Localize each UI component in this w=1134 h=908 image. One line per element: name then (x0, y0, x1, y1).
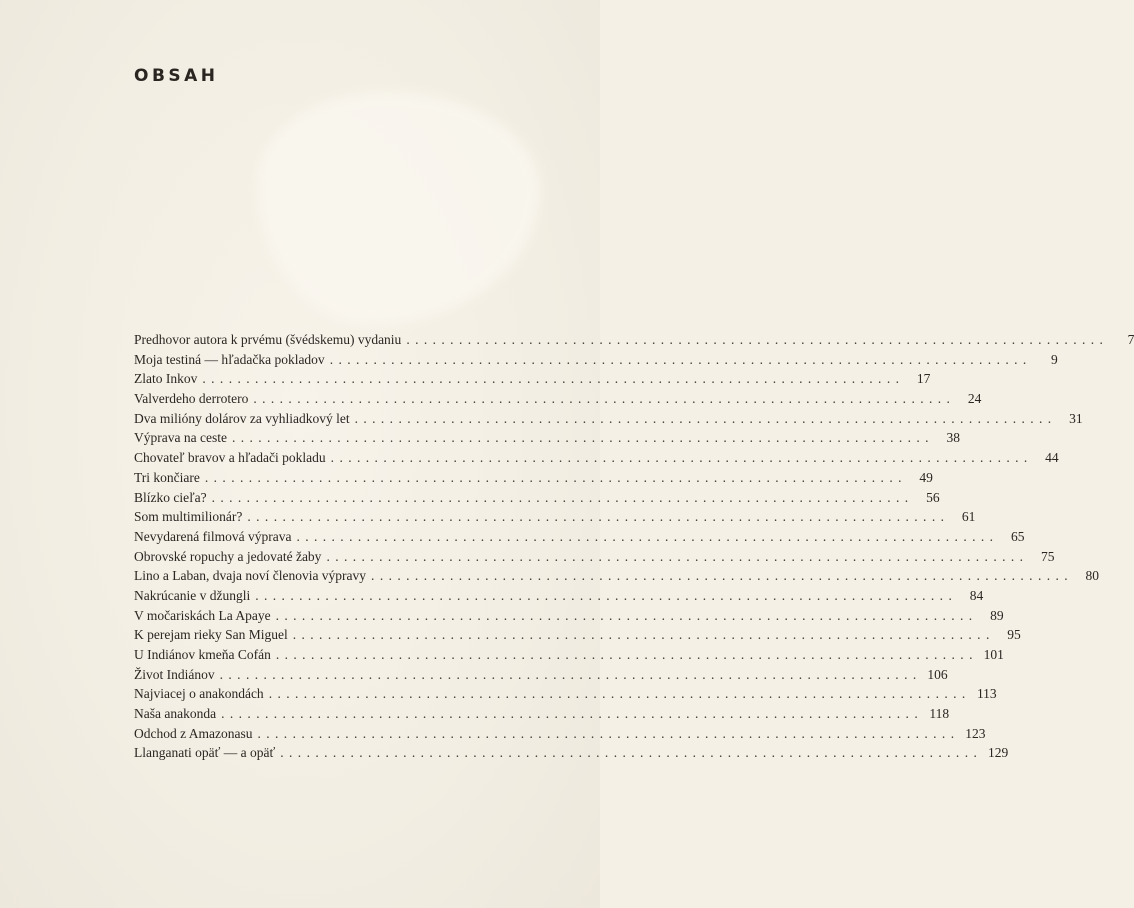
toc-leader-dots: ................................................................................ (231, 430, 934, 446)
toc-entry-page: 123 (965, 725, 986, 741)
toc-entry-page: 101 (983, 647, 1004, 662)
toc-leader-dots: ................................................................................ (255, 587, 958, 603)
toc-leader-dots: ................................................................................ (204, 469, 907, 485)
toc-entry-title: Moja testiná — hľadačka pokladov (134, 351, 325, 367)
toc-entry-title: Llanganati opäť — a opäť (134, 745, 276, 761)
toc-entry-page: 44 (1045, 450, 1059, 466)
toc-entry-page: 31 (1069, 410, 1083, 426)
toc-entry (134, 350, 1058, 370)
toc-entry-title: Najviacej o anakondách (134, 686, 264, 702)
toc-entry-page: 75 (1040, 548, 1055, 564)
toc-entry-title: Tri končiare (134, 469, 200, 485)
toc-entry-title: K perejam rieky San Miguel (134, 627, 288, 643)
toc-entry-title: Nevydarená filmová výprava (134, 528, 292, 544)
toc-entry-page: 9 (1050, 351, 1058, 367)
toc-entry (134, 586, 984, 606)
toc-entry (134, 389, 982, 409)
toc-leader-dots: ................................................................................ (257, 725, 960, 741)
toc-entry-page: 56 (926, 489, 940, 505)
toc-entry-title: Zlato Inkov (134, 371, 198, 387)
toc-entry (134, 409, 1083, 429)
toc-leader-dots: ................................................................................ (296, 528, 999, 544)
toc-entry-page: 84 (969, 587, 984, 603)
toc-leader-dots: ................................................................................ (221, 706, 924, 722)
toc-entry (134, 428, 960, 448)
toc-entry-title: Nakrúcanie v džungli (134, 587, 251, 603)
toc-entry-title: Valverdeho derrotero (134, 391, 249, 407)
toc-entry (134, 488, 940, 508)
toc-entry (134, 665, 948, 685)
toc-entry-title: Predhovor autora k prvému (švédskemu) vydaniu (134, 332, 402, 347)
toc-entry (134, 704, 950, 724)
toc-entry (134, 743, 1009, 763)
toc-leader-dots: ................................................................................ (219, 666, 922, 682)
toc-leader-dots: ................................................................................ (275, 647, 978, 662)
toc-entry-page: 61 (961, 509, 976, 525)
toc-entry-page: 129 (988, 745, 1009, 761)
toc-entry-title: Lino a Laban, dvaja noví členovia výpravy (134, 568, 367, 584)
toc-leader-dots: ................................................................................ (202, 371, 905, 387)
toc-entry-title: Dva milióny dolárov za vyhliadkový let (134, 410, 350, 426)
toc-entry-title: Som multimilionár? (134, 509, 243, 525)
toc-entry (134, 606, 1004, 626)
toc-entry-page: 106 (927, 666, 948, 682)
table-of-contents (134, 330, 1134, 763)
toc-entry-page: 24 (967, 391, 982, 407)
toc-leader-dots: ................................................................................ (211, 489, 914, 505)
paper-stain (258, 92, 540, 324)
toc-entry-page: 80 (1085, 568, 1100, 584)
toc-entry-page: 17 (916, 371, 931, 387)
toc-entry-page: 7 (1127, 332, 1134, 347)
toc-entry-title: Naša anakonda (134, 706, 217, 722)
toc-entry-page: 65 (1010, 528, 1025, 544)
toc-entry (134, 448, 1059, 468)
toc-entry-page: 118 (929, 706, 950, 722)
toc-entry (134, 507, 976, 527)
toc-leader-dots: ................................................................................ (326, 548, 1029, 564)
toc-entry (134, 566, 1100, 586)
toc-entry-title: Blízko cieľa? (134, 489, 207, 505)
toc-entry-title: U Indiánov kmeňa Cofán (134, 647, 271, 662)
toc-leader-dots: ................................................................................ (329, 351, 1032, 367)
toc-entry (134, 369, 931, 389)
toc-entry-title: V močariskách La Apaye (134, 607, 271, 623)
toc-leader-dots: ................................................................................ (330, 450, 1033, 466)
page-title: OBSAH (134, 66, 219, 86)
toc-leader-dots: ................................................................................ (268, 686, 971, 702)
toc-leader-dots: ................................................................................ (280, 745, 983, 761)
toc-entry (134, 625, 1021, 645)
toc-entry-page: 38 (946, 430, 960, 446)
toc-entry-page: 95 (1007, 627, 1021, 643)
toc-entry-title: Obrovské ropuchy a jedovaté žaby (134, 548, 322, 564)
toc-leader-dots: ................................................................................ (371, 568, 1074, 584)
toc-entry-title: Odchod z Amazonasu (134, 725, 253, 741)
toc-entry (134, 527, 1025, 547)
toc-entry (134, 547, 1055, 567)
toc-leader-dots: ................................................................................ (253, 391, 956, 407)
toc-entry (134, 468, 933, 488)
toc-entry-page: 49 (919, 469, 933, 485)
toc-entry (134, 724, 986, 744)
toc-entry-page: 89 (990, 607, 1004, 623)
toc-entry-title: Výprava na ceste (134, 430, 227, 446)
toc-entry-page: 113 (976, 686, 997, 702)
toc-leader-dots: ................................................................................ (275, 607, 978, 623)
toc-leader-dots: ................................................................................ (247, 509, 950, 525)
toc-leader-dots: ................................................................................ (406, 332, 1109, 347)
toc-entry (134, 330, 1134, 350)
toc-entry-title: Život Indiánov (134, 666, 215, 682)
toc-entry (134, 645, 1004, 665)
toc-entry-title: Chovateľ bravov a hľadači pokladu (134, 450, 326, 466)
toc-leader-dots: ................................................................................ (292, 627, 995, 643)
toc-leader-dots: ................................................................................ (354, 410, 1057, 426)
toc-entry (134, 684, 997, 704)
